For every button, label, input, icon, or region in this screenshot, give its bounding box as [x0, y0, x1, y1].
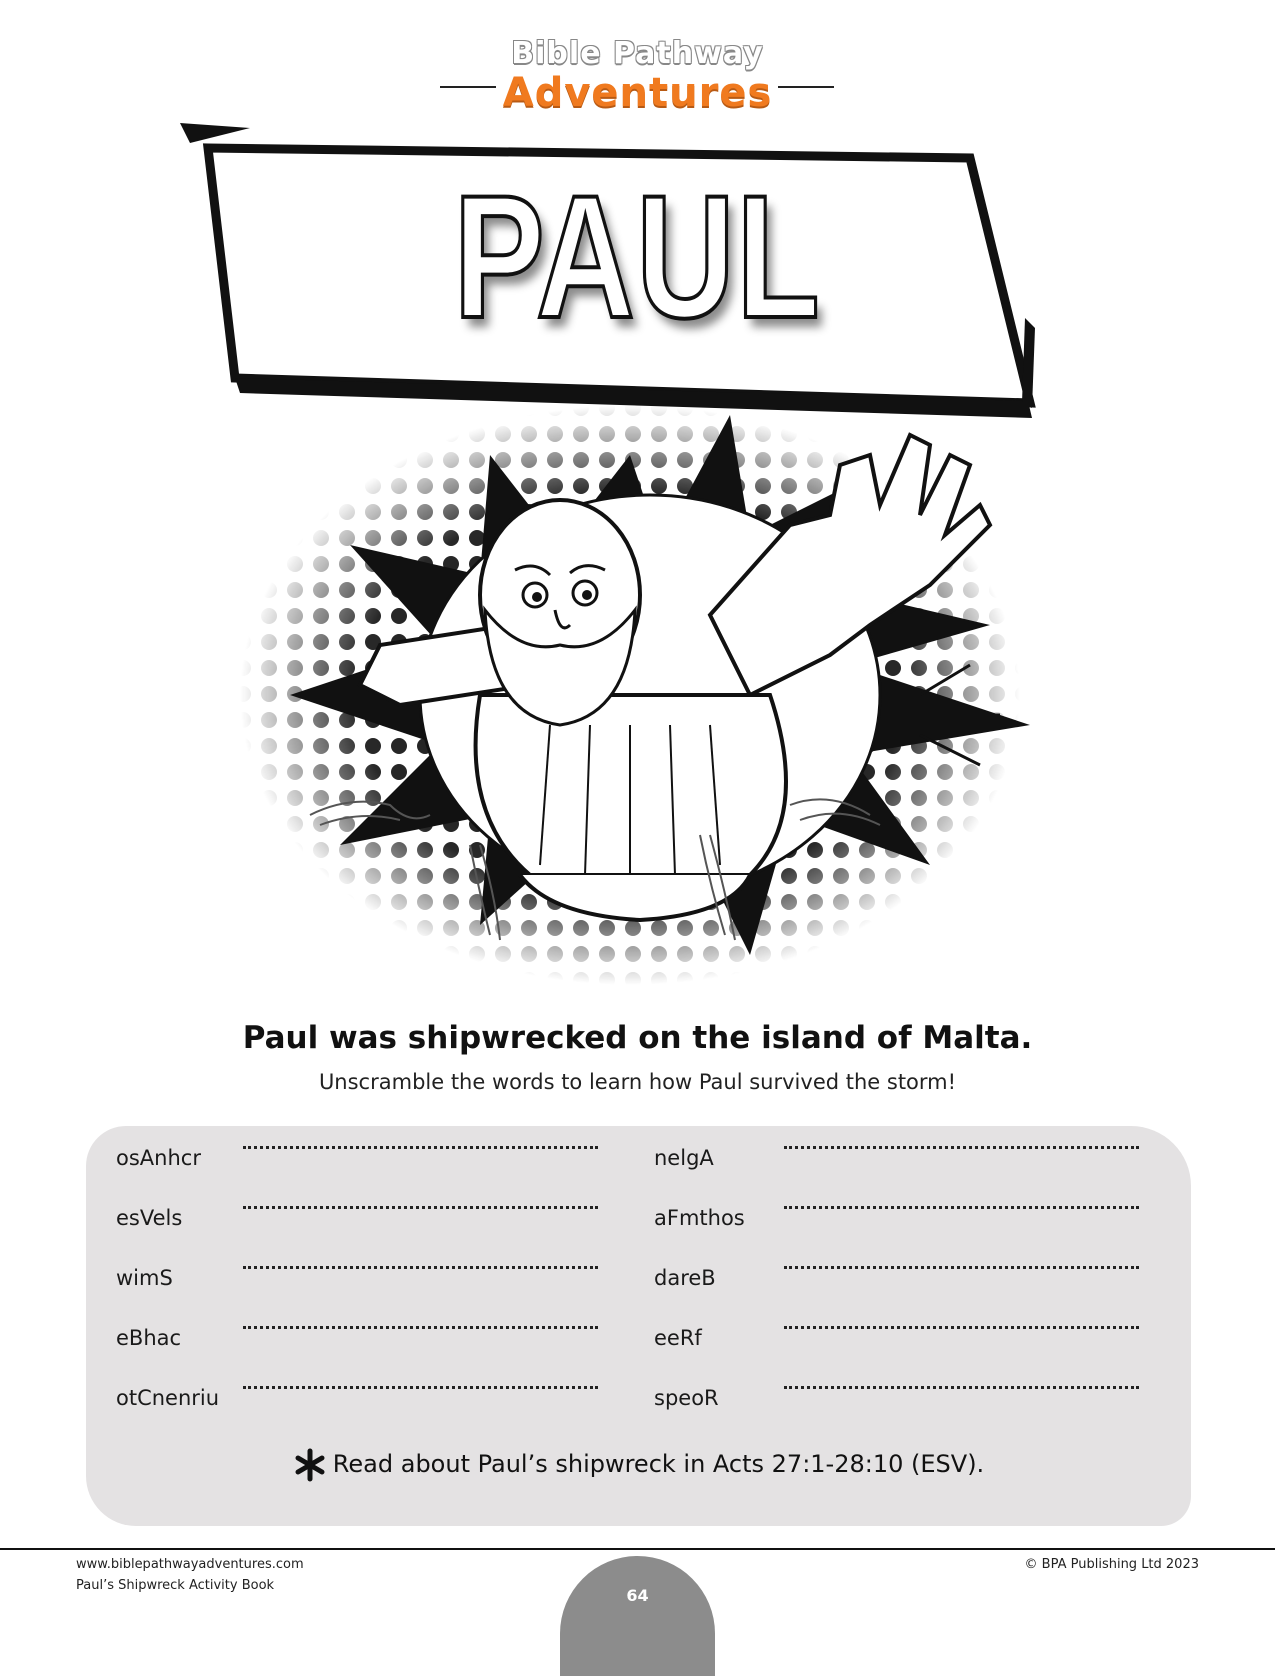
- paul-illustration: [230, 395, 1050, 995]
- answer-line[interactable]: [784, 1206, 1139, 1209]
- scrambled-word: esVels: [116, 1206, 183, 1230]
- answer-line[interactable]: [784, 1266, 1139, 1269]
- answer-line[interactable]: [243, 1206, 598, 1209]
- headline: Paul was shipwrecked on the island of Malta.: [242, 1020, 1033, 1056]
- unscramble-panel: [86, 1126, 1191, 1526]
- answer-line[interactable]: [784, 1386, 1139, 1389]
- footer-copyright: © BPA Publishing Ltd 2023: [1024, 1557, 1199, 1572]
- scrambled-word: otCnenriu: [116, 1386, 220, 1410]
- page-title: PAUL: [453, 160, 822, 355]
- logo-text-bottom: Adventures: [502, 70, 773, 116]
- scripture-reference-text: Read about Paul’s shipwreck in Acts 27:1-28:10 (ESV).: [332, 1450, 985, 1478]
- page-number-tab: [560, 1556, 715, 1676]
- scrambled-word: dareB: [654, 1266, 716, 1290]
- answer-line[interactable]: [243, 1146, 598, 1149]
- scrambled-word: wimS: [116, 1266, 173, 1290]
- scrambled-word: nelgA: [654, 1146, 714, 1170]
- scrambled-word: eeRf: [654, 1326, 702, 1350]
- answer-line[interactable]: [243, 1266, 598, 1269]
- scrambled-word: speoR: [654, 1386, 719, 1410]
- answer-line[interactable]: [243, 1386, 598, 1389]
- instructions: Unscramble the words to learn how Paul survived the storm!: [318, 1070, 957, 1094]
- footer-book-title: Paul’s Shipwreck Activity Book: [76, 1578, 275, 1593]
- footer-website[interactable]: www.biblepathwayadventures.com: [76, 1557, 304, 1572]
- footer-divider: [0, 1548, 1275, 1550]
- asterisk-icon: [293, 1448, 327, 1482]
- logo-text-top: Bible Pathway: [511, 36, 764, 71]
- page-number: 64: [626, 1586, 649, 1605]
- answer-line[interactable]: [784, 1326, 1139, 1329]
- scrambled-word: aFmthos: [654, 1206, 745, 1230]
- scripture-reference: [86, 1448, 1191, 1482]
- brand-logo: [0, 36, 1275, 126]
- scrambled-word: eBhac: [116, 1326, 182, 1350]
- answer-line[interactable]: [243, 1326, 598, 1329]
- answer-line[interactable]: [784, 1146, 1139, 1149]
- scrambled-word: osAnhcr: [116, 1146, 201, 1170]
